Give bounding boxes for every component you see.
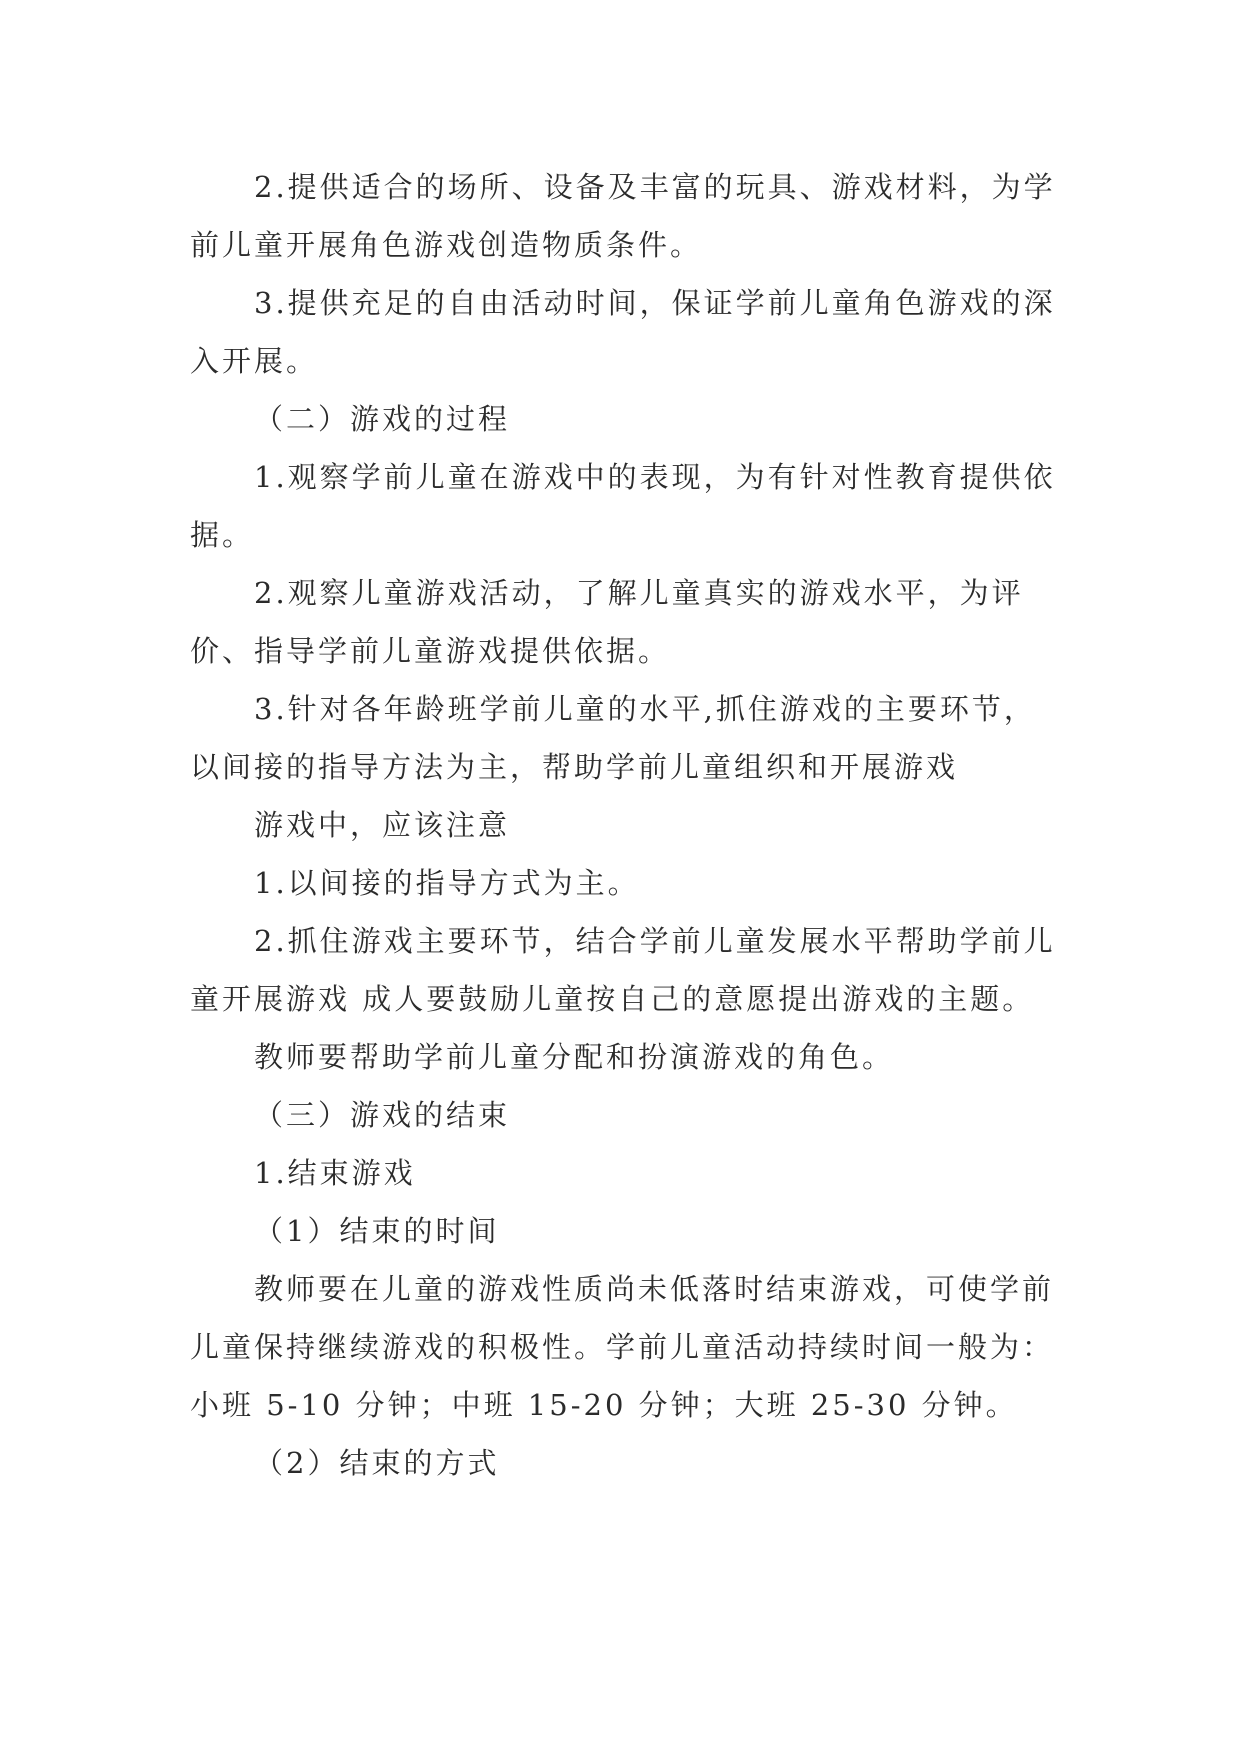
paragraph-end-time-detail: 教师要在儿童的游戏性质尚未低落时结束游戏，可使学前儿童保持继续游戏的积极性。学前儿童活动持续时间一般为：小班 5-10 分钟；中班 15-20 分钟；大班 25-30 分钟。 <box>190 1272 1055 1422</box>
paragraph-indirect-guidance: 1.以间接的指导方式为主。 <box>254 866 640 900</box>
paragraph-end-game: 1.结束游戏 <box>254 1156 416 1190</box>
paragraph-age-groups: 3.针对各年龄班学前儿童的水平,抓住游戏的主要环节，以间接的指导方法为主，帮助学前儿童组织和开展游戏 <box>190 692 1036 784</box>
document-body <box>190 158 1060 1492</box>
paragraph-assign-roles: 教师要帮助学前儿童分配和扮演游戏的角色。 <box>254 1040 895 1074</box>
paragraph-main-links: 2.抓住游戏主要环节，结合学前儿童发展水平帮助学前儿童开展游戏 成人要鼓励儿童按自己的意愿提出游戏的主题。 <box>190 924 1056 1016</box>
paragraph-provide-materials: 2.提供适合的场所、设备及丰富的玩具、游戏材料，为学前儿童开展角色游戏创造物质条件。 <box>190 170 1056 262</box>
paragraph-observe-performance: 1.观察学前儿童在游戏中的表现，为有针对性教育提供依据。 <box>190 460 1056 552</box>
subheading-end-time: （1）结束的时间 <box>254 1214 500 1248</box>
paragraph-observe-activity: 2.观察儿童游戏活动，了解儿童真实的游戏水平，为评价、指导学前儿童游戏提供依据。 <box>190 576 1024 668</box>
paragraph-provide-time: 3.提供充足的自由活动时间，保证学前儿童角色游戏的深入开展。 <box>190 286 1056 378</box>
subheading-end-method: （2）结束的方式 <box>254 1446 500 1480</box>
section-heading-game-end: （三）游戏的结束 <box>254 1098 511 1132</box>
section-heading-game-process: （二）游戏的过程 <box>254 402 511 436</box>
paragraph-notes-heading: 游戏中，应该注意 <box>254 808 511 842</box>
